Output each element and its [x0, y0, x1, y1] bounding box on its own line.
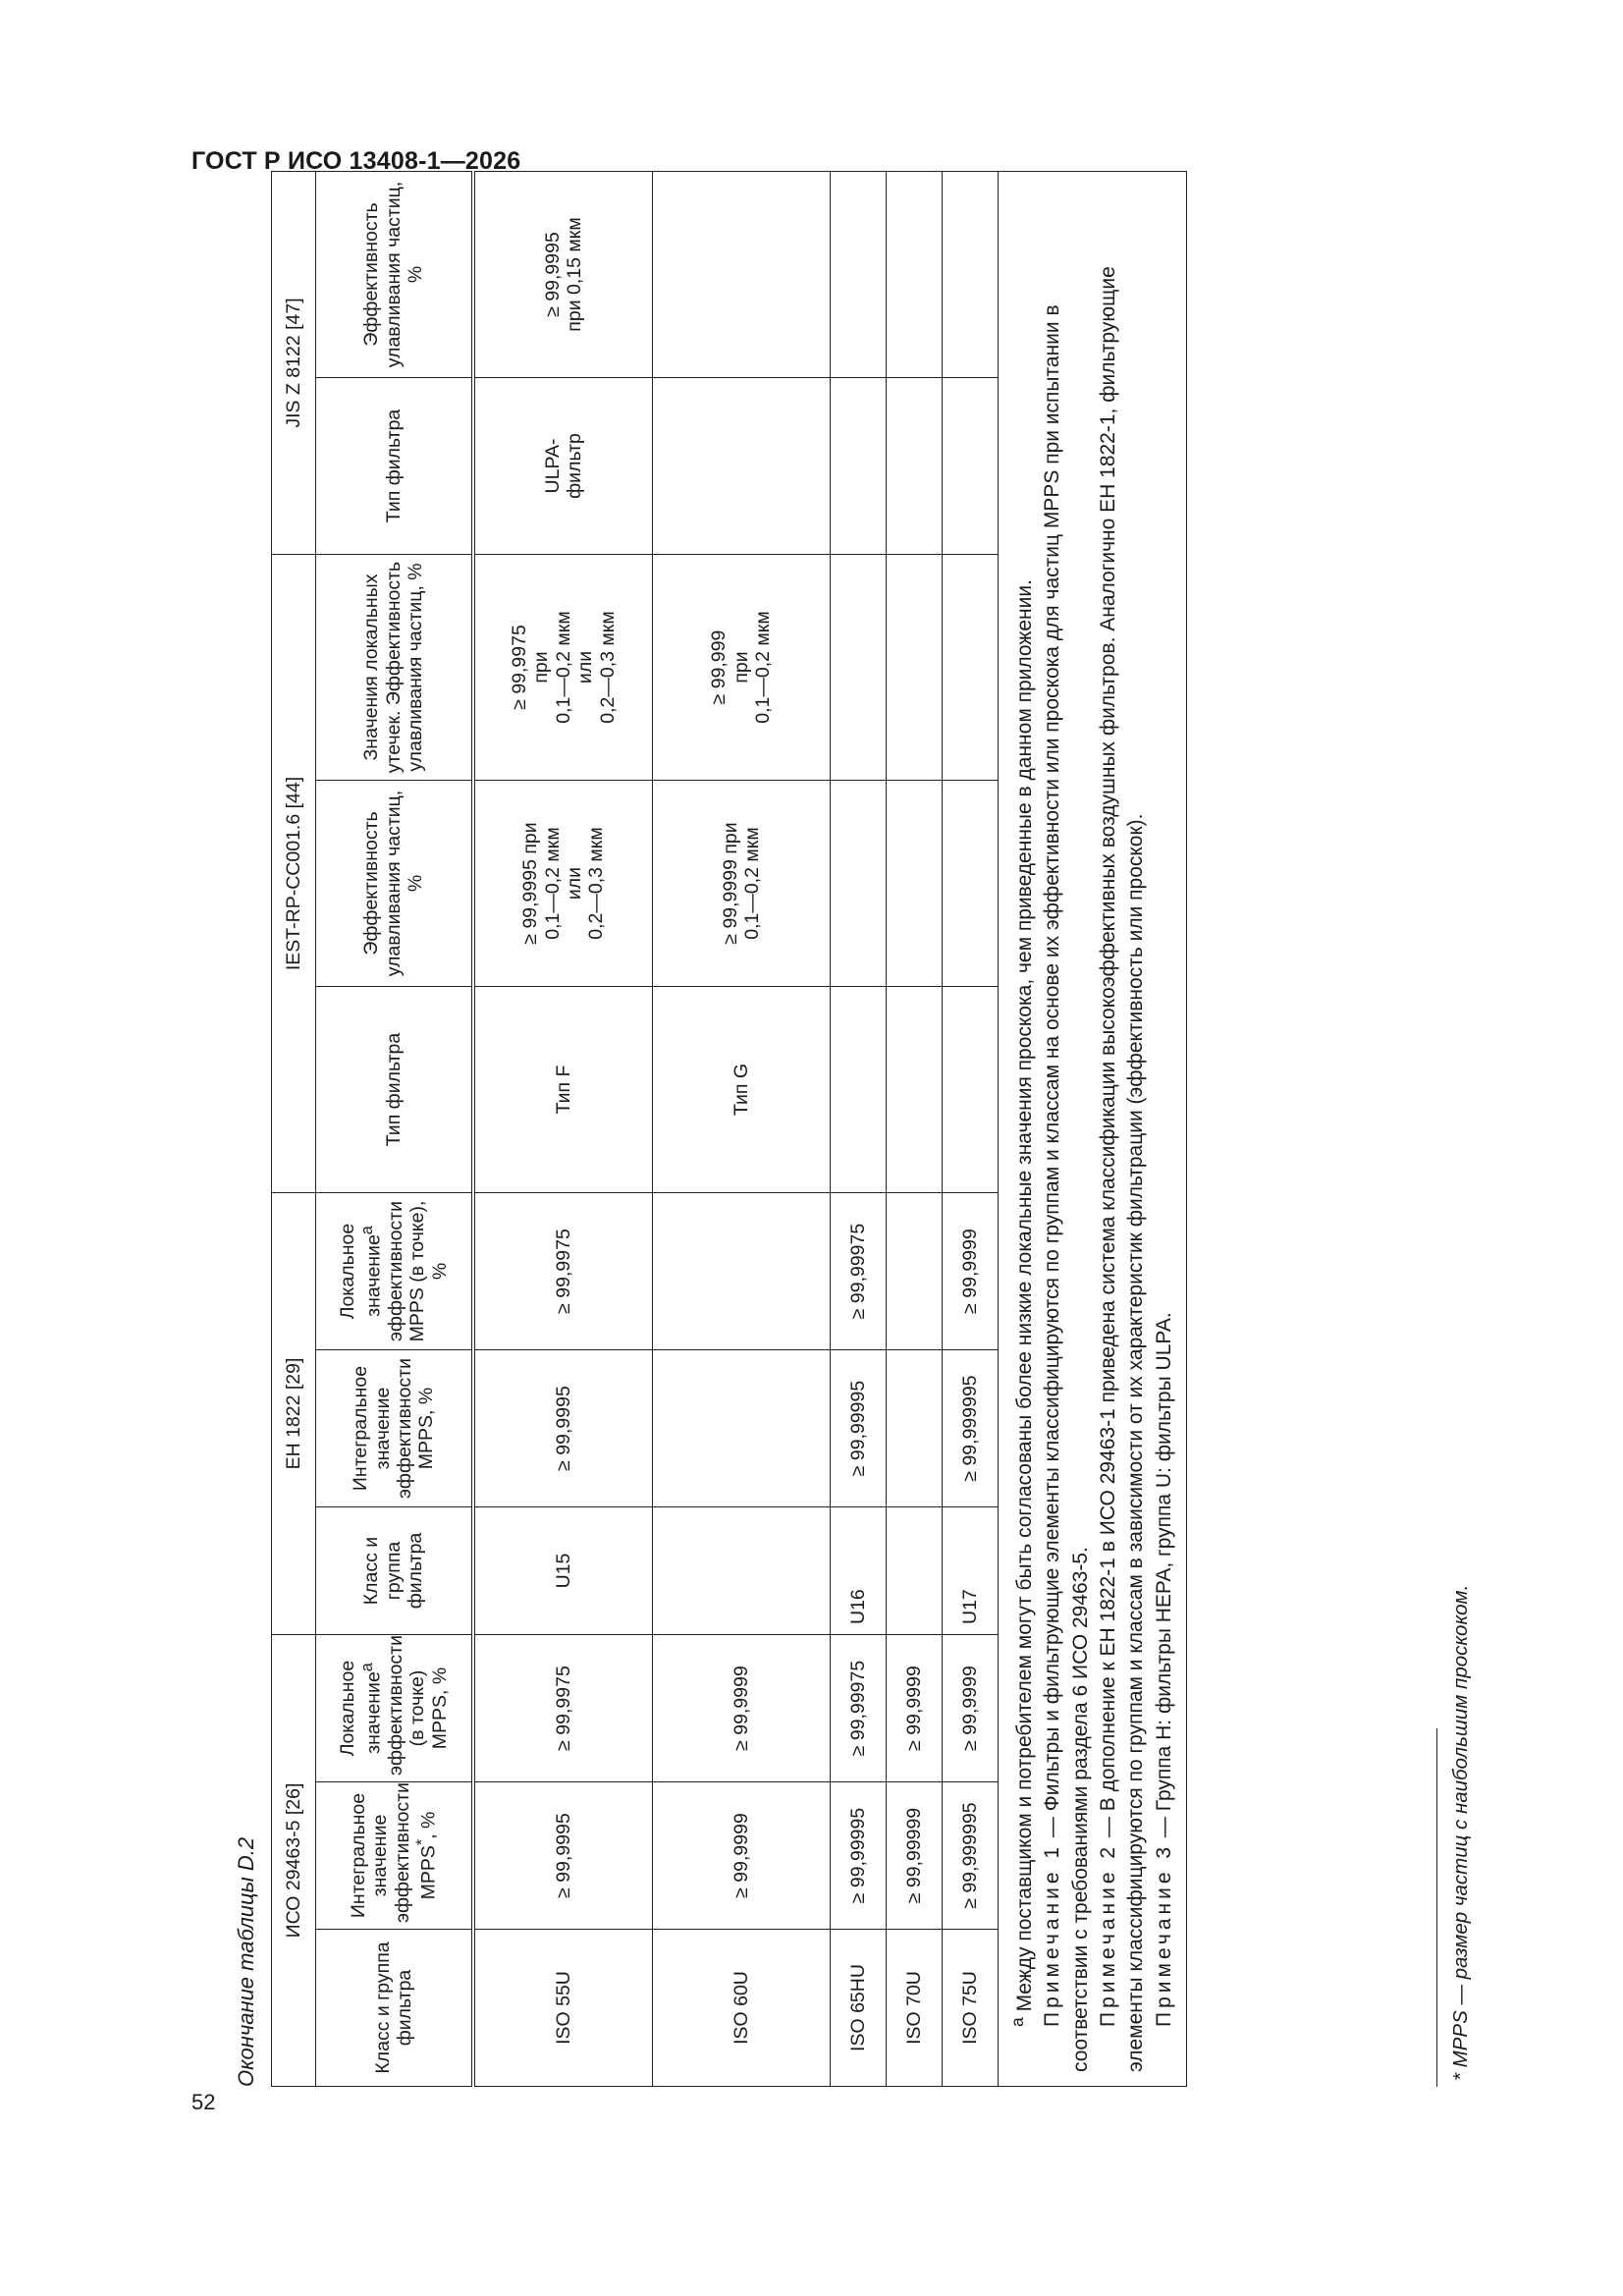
cell-iest-efficiency: ≥ 99,9995 при 0,1—0,2 мкм или 0,2—0,3 мкм	[473, 781, 653, 987]
cell-en-integral: ≥ 99,999995	[943, 1350, 999, 1507]
cell-iest-type	[943, 987, 999, 1193]
col-header-iest-leak: Значения локальных утечек. Эффективность улавливания частиц, %	[316, 554, 474, 780]
cell-iest-leak	[943, 554, 999, 780]
cell-jis-efficiency	[943, 171, 999, 377]
cell-integral: ≥ 99,99999	[887, 1782, 943, 1930]
cell-iest-efficiency: ≥ 99,9999 при 0,1—0,2 мкм	[653, 781, 831, 987]
cell-en-integral: ≥ 99,9995	[473, 1350, 653, 1507]
col-header-integral-mpps: Интегральное значение эффективности MPPS*, %	[316, 1782, 474, 1930]
cell-jis-efficiency	[887, 171, 943, 377]
cell-en-local	[887, 1193, 943, 1350]
cell-integral: ≥ 99,999995	[943, 1782, 999, 1930]
table-caption: Окончание таблицы D.2	[234, 1836, 258, 2087]
cell-local: ≥ 99,9999	[653, 1635, 831, 1782]
cell-jis-efficiency	[831, 171, 887, 377]
footnote: * MPPS — размер частиц с наибольшим проскоком.	[1449, 1584, 1472, 2081]
group-header-iest: IEST-RP-CC001.6 [44]	[272, 554, 316, 1192]
cell-en-class: U16	[831, 1507, 887, 1635]
cell-en-integral	[887, 1350, 943, 1507]
cell-class: ISO 75U	[943, 1930, 999, 2087]
col-header-local-mpps: Локальное значение$^a$ эффективности (в точке) MPPS, %	[316, 1635, 474, 1782]
cell-iest-type: Тип G	[653, 987, 831, 1193]
table-row	[887, 171, 943, 2086]
note-2: Примечание 2 — В дополнение к ЕН 1822-1 в ИСО 29463-1 приведена система классификации высокоэффективных воздушных фильтров. Аналогично ЕН 1822-1, фильтрующие элементы классифицируются по группам и классам в зависимости от их характеристик фильтрации (эффективность или проскок).	[1097, 266, 1148, 2072]
cell-iest-efficiency	[831, 781, 887, 987]
table-notes	[999, 171, 1187, 2086]
cell-iest-type	[887, 987, 943, 1193]
col-header-iest-efficiency: Эффективность улавливания частиц, %	[316, 781, 474, 987]
cell-iest-efficiency	[943, 781, 999, 987]
table-row	[473, 171, 653, 2086]
col-header-jis-type: Тип фильтра	[316, 377, 474, 554]
cell-class: ISO 70U	[887, 1930, 943, 2087]
cell-en-local	[653, 1193, 831, 1350]
cell-en-class: U15	[473, 1507, 653, 1635]
group-header-en1822: ЕН 1822 [29]	[272, 1193, 316, 1635]
cell-en-class	[887, 1507, 943, 1635]
col-header-jis-efficiency: Эффективность улавливания частиц, %	[316, 171, 474, 377]
cell-iest-type: Тип F	[473, 987, 653, 1193]
page-number: 52	[191, 2090, 216, 2114]
cell-iest-leak: ≥ 99,999 при 0,1—0,2 мкм	[653, 554, 831, 780]
cell-iest-type	[831, 987, 887, 1193]
cell-integral: ≥ 99,9995	[473, 1782, 653, 1930]
cell-en-integral	[653, 1350, 831, 1507]
classification-table	[271, 171, 1187, 2087]
cell-iest-leak: ≥ 99,9975 при 0,1—0,2 мкм или 0,2—0,3 мкм	[473, 554, 653, 780]
cell-jis-type	[887, 377, 943, 554]
cell-jis-type	[831, 377, 887, 554]
cell-en-class: U17	[943, 1507, 999, 1635]
col-header-en-local: Локальное значение$^a$ эффективности MPPS (в точке), %	[316, 1193, 474, 1350]
cell-en-local: ≥ 99,9975	[473, 1193, 653, 1350]
cell-integral: ≥ 99,9999	[653, 1782, 831, 1930]
cell-local: ≥ 99,9999	[943, 1635, 999, 1782]
cell-local: ≥ 99,9999	[887, 1635, 943, 1782]
cell-jis-type: ULPA- фильтр	[473, 377, 653, 554]
cell-en-local: ≥ 99,9999	[943, 1193, 999, 1350]
table-row	[943, 171, 999, 2086]
note-1: Примечание 1 — Фильтры и фильтрующие элементы классифицируются по группам и классам на основе их эффективности или проскока для частиц MPPS при испытании в соответствии с требованиями раздела 6 ИСО 29463-5.	[1041, 304, 1092, 2072]
cell-class: ISO 60U	[653, 1930, 831, 2087]
cell-iest-efficiency	[887, 781, 943, 987]
cell-iest-leak	[887, 554, 943, 780]
cell-jis-type	[653, 377, 831, 554]
group-header-jis: JIS Z 8122 [47]	[272, 171, 316, 554]
notes-row	[999, 171, 1187, 2086]
note-a: $^a$ Между поставщиком и потребителем могут быть согласованы более низкие локальные значения проскока, чем приведенные в данном приложении.	[1007, 579, 1036, 2027]
col-header-en-class-group: Класс и группа фильтра	[316, 1507, 474, 1635]
cell-jis-efficiency	[653, 171, 831, 377]
cell-jis-type	[943, 377, 999, 554]
document-header: ГОСТ Р ИСО 13408-1—2026	[191, 147, 521, 175]
col-header-en-integral: Интегральное значение эффективности MPPS, %	[316, 1350, 474, 1507]
table-row	[653, 171, 831, 2086]
cell-class: ISO 55U	[473, 1930, 653, 2087]
table-row	[831, 171, 887, 2086]
cell-en-local: ≥ 99,99975	[831, 1193, 887, 1350]
footnote-divider	[1436, 1728, 1437, 2087]
cell-integral: ≥ 99,99995	[831, 1782, 887, 1930]
col-header-class-group: Класс и группа фильтра	[316, 1930, 474, 2087]
cell-iest-leak	[831, 554, 887, 780]
cell-en-class	[653, 1507, 831, 1635]
cell-en-integral: ≥ 99,99995	[831, 1350, 887, 1507]
note-3: Примечание 3 — Группа H: фильтры HEPA, группа U: фильтры ULPA.	[1152, 1312, 1175, 2027]
cell-class: ISO 65HU	[831, 1930, 887, 2087]
cell-local: ≥ 99,99975	[831, 1635, 887, 1782]
group-header-iso29463: ИСО 29463-5 [26]	[272, 1635, 316, 2087]
cell-jis-efficiency: ≥ 99,9995 при 0,15 мкм	[473, 171, 653, 377]
cell-local: ≥ 99,9975	[473, 1635, 653, 1782]
rotated-table-block	[234, 181, 1559, 2087]
col-header-iest-type: Тип фильтра	[316, 987, 474, 1193]
